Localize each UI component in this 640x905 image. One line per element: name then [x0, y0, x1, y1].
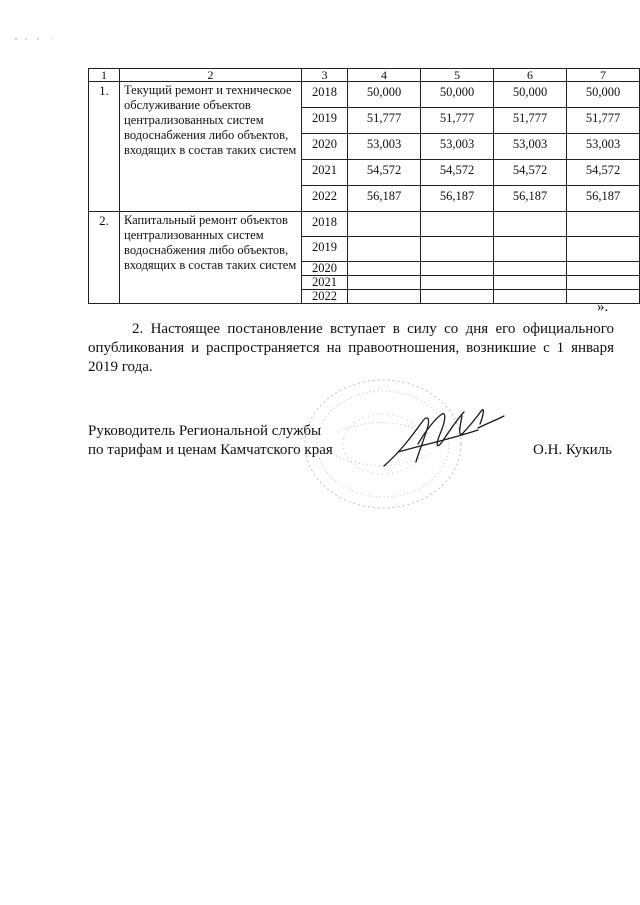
item-number: 2. — [89, 212, 120, 304]
value-cell: 53,003 — [421, 134, 494, 160]
position-line: Руководитель Региональной службы — [88, 423, 322, 439]
year-cell: 2018 — [302, 212, 348, 237]
column-header: 2 — [120, 69, 302, 82]
value-cell — [494, 276, 567, 290]
value-cell — [494, 237, 567, 262]
item-name: Текущий ремонт и техническое обслуживание объектов централизованных систем водоснабжения либо объектов, входящих в состав таких систем — [120, 82, 302, 212]
value-cell: 53,003 — [567, 134, 640, 160]
value-cell: 51,777 — [348, 108, 421, 134]
effective-date-paragraph: 2. Настоящее постановление вступает в силу со дня его официального опубликования и распространяется на правоотношения, возникшие с 1 января 2019 года. — [88, 321, 614, 375]
value-cell: 56,187 — [421, 186, 494, 212]
year-cell: 2018 — [302, 82, 348, 108]
year-cell: 2021 — [302, 276, 348, 290]
value-cell: 56,187 — [348, 186, 421, 212]
column-header: 4 — [348, 69, 421, 82]
value-cell: 51,777 — [567, 108, 640, 134]
value-cell: 50,000 — [567, 82, 640, 108]
column-header: 7 — [567, 69, 640, 82]
value-cell — [421, 212, 494, 237]
column-header: 5 — [421, 69, 494, 82]
value-cell — [348, 262, 421, 276]
value-cell — [567, 276, 640, 290]
item-number: 1. — [89, 82, 120, 212]
column-header: 6 — [494, 69, 567, 82]
column-header: 3 — [302, 69, 348, 82]
value-cell: 54,572 — [421, 160, 494, 186]
value-cell — [567, 262, 640, 276]
value-cell: 54,572 — [494, 160, 567, 186]
column-header: 1 — [89, 69, 120, 82]
value-cell: 54,572 — [567, 160, 640, 186]
handwritten-signature — [378, 400, 518, 474]
value-cell — [494, 212, 567, 237]
value-cell — [348, 237, 421, 262]
table-header-row — [89, 69, 640, 82]
value-cell: 50,000 — [494, 82, 567, 108]
position-line: по тарифам и ценам Камчатского края — [88, 442, 333, 458]
value-cell — [494, 290, 567, 304]
value-cell — [348, 276, 421, 290]
scan-artifact — [12, 36, 72, 42]
value-cell: 53,003 — [494, 134, 567, 160]
value-cell — [421, 262, 494, 276]
value-cell: 56,187 — [567, 186, 640, 212]
value-cell — [567, 212, 640, 237]
value-cell — [421, 290, 494, 304]
value-cell: 51,777 — [421, 108, 494, 134]
year-cell: 2022 — [302, 290, 348, 304]
value-cell — [348, 290, 421, 304]
tariff-table — [88, 68, 640, 304]
closing-quote: ». — [597, 299, 609, 315]
value-cell: 54,572 — [348, 160, 421, 186]
table-row — [89, 82, 640, 108]
year-cell: 2019 — [302, 237, 348, 262]
table-row — [89, 212, 640, 237]
value-cell — [348, 212, 421, 237]
value-cell — [494, 262, 567, 276]
value-cell: 56,187 — [494, 186, 567, 212]
year-cell: 2020 — [302, 262, 348, 276]
item-name: Капитальный ремонт объектов централизованных систем водоснабжения либо объектов, входящих в состав таких систем — [120, 212, 302, 304]
year-cell: 2021 — [302, 160, 348, 186]
value-cell — [421, 237, 494, 262]
value-cell: 53,003 — [348, 134, 421, 160]
signatory-name: О.Н. Кукиль — [533, 442, 612, 458]
year-cell: 2022 — [302, 186, 348, 212]
value-cell: 50,000 — [348, 82, 421, 108]
year-cell: 2020 — [302, 134, 348, 160]
value-cell — [421, 276, 494, 290]
value-cell: 51,777 — [494, 108, 567, 134]
value-cell — [567, 237, 640, 262]
value-cell: 50,000 — [421, 82, 494, 108]
signatory-position — [88, 422, 333, 460]
year-cell: 2019 — [302, 108, 348, 134]
